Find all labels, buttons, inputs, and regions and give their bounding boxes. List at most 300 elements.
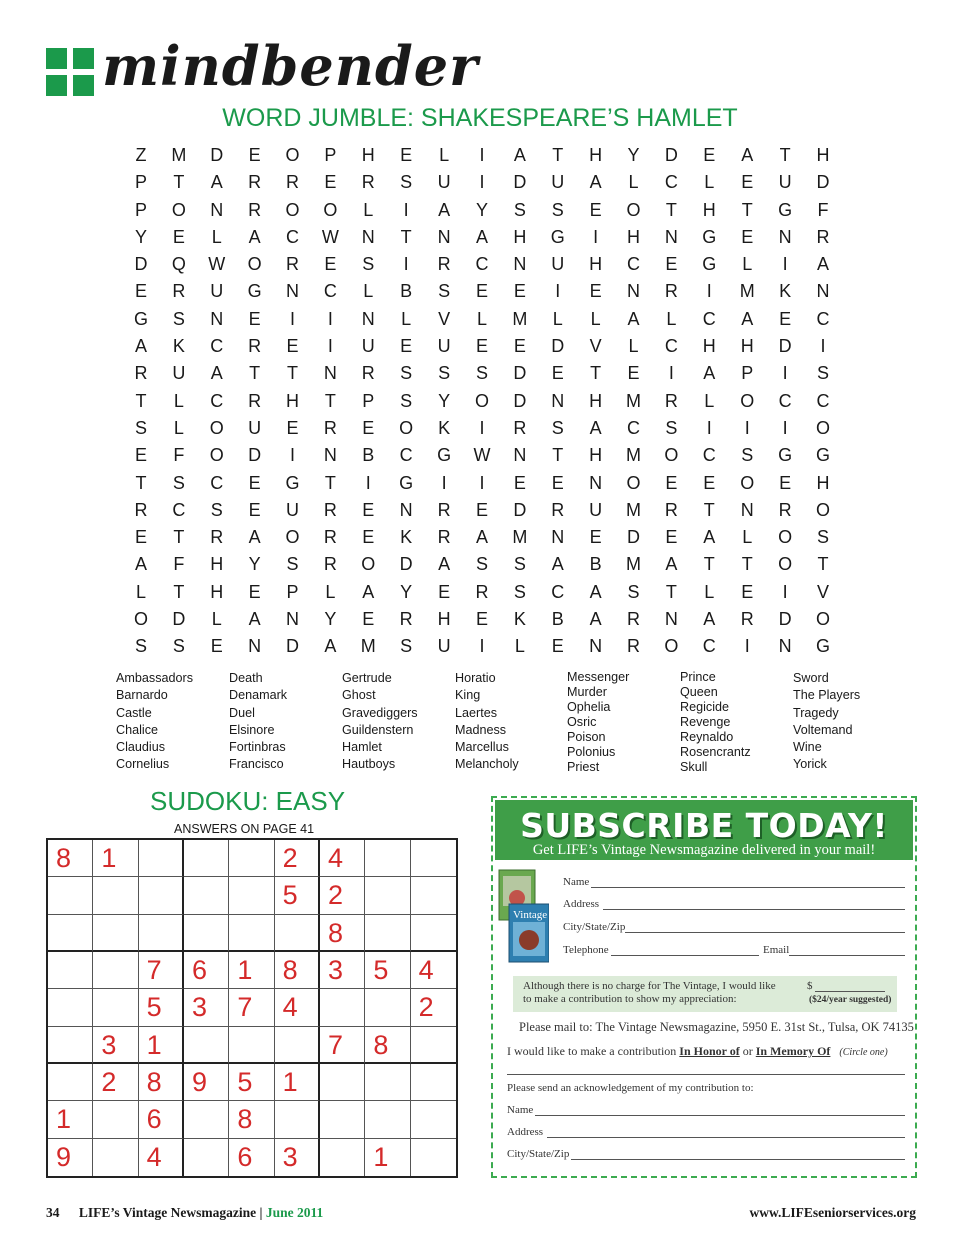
word-grid-letter: A [438,199,451,220]
word-list-item: Regicide [680,700,730,714]
word-grid-letter: P [324,145,337,165]
word-grid-letter: E [362,609,375,630]
word-grid-letter: L [173,417,184,438]
sudoku-cell[interactable] [411,1027,456,1064]
word-grid-letter: K [513,609,526,630]
sudoku-cell[interactable] [48,915,93,952]
word-grid-letter: A [589,417,602,438]
word-grid-letter: V [589,336,602,357]
word-grid-letter: L [704,172,715,193]
sudoku-cell[interactable] [365,877,410,914]
ack-address-label: Address [507,1126,544,1138]
word-grid-letter: R [172,281,186,302]
word-grid-letter: G [702,254,717,275]
word-grid-letter: G [399,472,414,493]
address-field[interactable] [603,909,905,910]
word-grid-letter: P [741,363,754,384]
email-label: Email [763,944,790,956]
sudoku-cell[interactable] [184,1139,229,1176]
word-grid-letter: I [403,254,409,275]
word-grid-letter: A [703,527,716,548]
sudoku-cell[interactable] [48,1064,93,1101]
word-grid-letter: R [134,363,148,384]
publication-name: LIFE’s Vintage Newsmagazine | [78,1205,263,1220]
word-grid-letter: H [210,554,224,575]
sudoku-cell[interactable] [365,840,410,877]
word-grid-letter: O [285,145,300,165]
word-grid-letter: W [208,254,226,275]
word-grid-letter: H [589,254,603,275]
sudoku-cell[interactable] [411,1139,456,1176]
name-field[interactable] [591,887,905,888]
word-grid-letter: L [363,281,374,302]
word-grid-letter: R [323,554,337,575]
word-grid-letter: L [742,527,753,548]
word-list-item: King [455,688,481,703]
word-grid-letter: I [327,308,333,329]
word-grid-letter: T [590,363,602,384]
word-grid-letter: I [593,226,599,247]
word-grid-letter: M [626,390,642,411]
word-grid-letter: U [248,417,262,438]
word-grid-letter: E [551,363,564,384]
sudoku-cell[interactable] [229,840,274,877]
word-list-item: Yorick [793,757,827,772]
word-grid-letter: W [473,445,491,466]
word-grid-letter: O [474,390,489,411]
magazine-covers-image [497,868,549,964]
word-grid-letter: O [399,417,414,438]
word-grid-letter: A [741,145,754,165]
word-grid-letter: T [324,390,336,411]
word-grid-letter: E [248,308,261,329]
word-grid-letter: T [741,554,753,575]
word-grid-letter: O [285,199,300,220]
word-grid-letter: T [173,172,185,193]
word-grid-letter: I [782,363,788,384]
word-grid-letter: R [323,499,337,520]
word-grid-letter: G [247,281,262,302]
word-grid-letter: E [286,417,299,438]
word-grid-letter: C [664,336,678,357]
word-grid-letter: U [210,281,224,302]
contribution-box [513,976,897,1012]
word-grid-letter: E [400,145,413,165]
word-grid-letter: T [173,581,185,602]
word-grid-letter: H [589,390,603,411]
sudoku-cell[interactable] [48,952,93,989]
sudoku-cell[interactable] [229,915,274,952]
word-grid-letter: U [172,363,186,384]
word-grid-letter: S [475,554,488,575]
word-grid-letter: N [286,609,299,630]
word-grid-letter: C [210,390,224,411]
sudoku-cell: 7 [139,952,184,989]
word-grid-letter: T [135,390,147,411]
footer-left [46,1205,323,1221]
sudoku-answers-note: ANSWERS ON PAGE 41 [174,822,315,836]
sudoku-cell[interactable] [365,989,410,1026]
sudoku-cell: 8 [139,1064,184,1101]
word-grid-letter: R [248,199,262,220]
sudoku-cell: 8 [320,915,365,952]
word-grid-letter: E [741,226,754,247]
word-grid-letter: I [290,445,296,466]
sudoku-cell[interactable] [275,1101,320,1138]
word-list-item: Reynaldo [680,730,734,744]
word-grid-letter: L [439,145,450,165]
word-grid-letter: L [552,308,563,329]
word-grid-letter: H [816,472,830,493]
word-list-item: Poison [567,730,606,744]
sudoku-cell[interactable] [365,1064,410,1101]
word-grid-letter: O [626,199,641,220]
sudoku-cell: 8 [229,1101,274,1138]
word-grid-letter: R [664,281,678,302]
word-grid-letter: P [134,172,147,193]
word-grid-letter: S [551,199,564,220]
word-grid-letter: E [589,527,602,548]
word-grid-letter: D [172,609,186,630]
word-grid-letter: O [664,636,679,657]
word-grid-letter: S [513,199,526,220]
word-grid-letter: R [134,499,148,520]
word-list-item: Skull [680,760,708,774]
word-grid-letter: T [817,554,829,575]
word-grid-letter: A [134,554,147,575]
sudoku-cell[interactable] [411,1064,456,1101]
word-grid-letter: A [362,581,375,602]
word-grid-letter: U [551,254,565,275]
word-grid-letter: O [740,390,755,411]
word-grid-letter: O [247,254,262,275]
acknowledgement-label: Please send an acknowledgement of my contribution to: [507,1082,754,1094]
sudoku-cell[interactable] [93,989,138,1026]
sudoku-cell[interactable] [93,877,138,914]
sudoku-cell: 3 [184,989,229,1026]
sudoku-cell[interactable] [184,1101,229,1138]
sudoku-cell: 5 [139,989,184,1026]
word-grid-letter: E [703,145,716,165]
word-grid-letter: N [437,226,451,247]
logo-icon [46,48,94,96]
word-grid-letter: S [172,472,185,493]
sudoku-cell: 8 [48,840,93,877]
word-grid-letter: O [626,472,641,493]
sudoku-cell[interactable] [184,1027,229,1064]
word-list-column [342,670,418,774]
word-grid-letter: S [286,554,299,575]
word-grid-letter: V [816,581,829,602]
word-grid-letter: H [589,145,603,165]
word-grid-letter: R [248,172,262,193]
word-grid-letter: F [173,445,185,466]
word-grid-letter: D [286,636,299,657]
word-grid-letter: U [437,336,451,357]
word-grid-letter: E [134,445,147,466]
word-list-item: Melancholy [455,757,519,772]
sudoku-cell: 6 [229,1139,274,1176]
word-list-item: Laertes [455,705,498,720]
city-field[interactable] [625,932,905,933]
word-grid-letter: A [551,554,564,575]
word-grid-letter: D [399,554,413,575]
word-grid-letter: A [513,145,526,165]
word-grid-letter: A [475,527,488,548]
telephone-field[interactable] [611,955,759,956]
word-grid-letter: D [513,390,527,411]
word-grid-letter: U [437,636,451,657]
sudoku-cell[interactable] [184,915,229,952]
word-list-item: Gravediggers [342,705,418,720]
word-grid-letter: C [702,636,716,657]
word-grid-letter: L [325,581,336,602]
word-grid-letter: G [702,226,717,247]
word-grid-letter: M [626,554,642,575]
sudoku-cell[interactable] [365,1101,410,1138]
word-grid-letter: S [513,581,526,602]
word-list-item: Castle [116,705,152,720]
word-grid-letter: C [286,226,299,247]
word-grid-letter: R [513,417,527,438]
sudoku-cell: 1 [275,1064,320,1101]
word-grid-letter: D [210,145,224,165]
word-grid-letter: L [363,199,374,220]
word-grid-letter: M [360,636,376,657]
word-grid-letter: E [210,636,223,657]
word-grid-letter: D [778,336,792,357]
sudoku-cell: 2 [411,989,456,1026]
word-grid-letter: S [665,417,678,438]
in-honor-of-option[interactable]: In Honor of [679,1044,740,1058]
word-list-item: Queen [680,685,718,699]
word-grid-letter: E [248,581,261,602]
sudoku-cell[interactable] [48,1027,93,1064]
ack-address-field[interactable] [547,1137,905,1138]
word-grid-letter: I [744,417,750,438]
word-grid-letter: D [627,527,641,548]
word-list-column [455,670,519,774]
word-grid-row [122,224,842,251]
word-grid-letter: E [324,172,337,193]
word-grid-letter: F [173,554,185,575]
word-grid-letter: E [627,363,640,384]
sudoku-cell[interactable] [184,877,229,914]
sudoku-cell: 8 [365,1027,410,1064]
word-list-item: Murder [567,685,607,699]
word-list-item: Priest [567,760,600,774]
word-grid-row [122,551,842,578]
word-list-item: Cornelius [116,757,170,772]
email-field[interactable] [789,955,905,956]
word-grid-letter: I [441,472,447,493]
word-grid-letter: G [133,308,148,329]
word-grid-letter: E [551,472,564,493]
word-grid-letter: N [778,226,792,247]
word-grid-letter: D [513,172,527,193]
word-grid-letter: L [590,308,601,329]
sudoku-cell[interactable] [320,989,365,1026]
name-label: Name [563,876,590,888]
word-grid-letter: L [211,226,222,247]
word-list-item: Polonius [567,745,616,759]
word-grid-letter: R [361,172,375,193]
word-grid-letter: B [400,281,413,302]
sudoku-cell[interactable] [93,1139,138,1176]
word-grid-letter: S [400,363,413,384]
word-grid-letter: E [400,336,413,357]
sudoku-cell: 2 [275,840,320,877]
sudoku-cell[interactable] [320,1101,365,1138]
word-grid-letter: H [702,199,716,220]
word-grid-letter: H [286,390,299,411]
word-grid-letter: R [740,609,754,630]
sudoku-cell[interactable] [48,989,93,1026]
telephone-label: Telephone [563,944,609,956]
word-grid-letter: E [134,281,147,302]
sudoku-cell[interactable] [365,915,410,952]
word-grid-letter: T [665,199,677,220]
word-grid-letter: U [361,336,375,357]
word-grid-letter: I [365,472,371,493]
word-grid-letter: C [475,254,489,275]
word-grid-letter: U [551,172,565,193]
word-grid-letter: R [627,609,641,630]
honor-prefix: I would like to make a contribution [507,1044,677,1058]
word-grid-letter: C [702,308,716,329]
sudoku-cell[interactable] [93,915,138,952]
word-grid-row [122,360,842,387]
word-grid-letter: C [816,390,830,411]
sudoku-cell[interactable] [411,915,456,952]
sudoku-cell[interactable] [411,877,456,914]
sudoku-cell[interactable] [229,877,274,914]
word-grid-letter: N [513,254,527,275]
word-grid-letter: R [248,390,262,411]
sudoku-cell[interactable] [48,877,93,914]
word-grid-letter: T [779,145,791,165]
word-list-item: Prince [680,670,716,684]
word-grid-letter: C [323,281,337,302]
sudoku-cell[interactable] [139,840,184,877]
word-grid-letter: S [816,363,829,384]
word-grid-letter: N [210,199,224,220]
word-grid-letter: T [703,554,715,575]
word-grid-row [122,197,842,224]
word-grid-letter: N [551,527,565,548]
word-grid-letter: N [210,308,224,329]
dollar-sign: $ [807,980,813,992]
word-grid-letter: H [627,226,641,247]
sudoku-cell: 2 [93,1064,138,1101]
word-list-item: Horatio [455,671,496,685]
honoree-field[interactable] [507,1074,905,1075]
word-grid-letter: T [552,145,564,165]
sudoku-cell[interactable] [229,1027,274,1064]
word-list-item: Madness [455,722,507,737]
sudoku-cell[interactable] [93,952,138,989]
word-grid-letter: E [475,336,488,357]
word-grid-letter: A [134,336,147,357]
word-grid-letter: U [778,172,792,193]
word-jumble-title: WORD JUMBLE: SHAKESPEARE’S HAMLET [222,104,738,132]
word-grid-letter: C [627,417,641,438]
sudoku-cell[interactable] [139,877,184,914]
sudoku-cell: 7 [320,1027,365,1064]
word-grid-row [122,169,842,196]
sudoku-cell[interactable] [320,1139,365,1176]
word-grid-letter: H [210,581,224,602]
sudoku-cell[interactable] [411,840,456,877]
word-grid-letter: C [702,445,716,466]
sudoku-cell[interactable] [275,915,320,952]
word-grid-letter: R [551,499,565,520]
word-grid-letter: C [172,499,186,520]
word-grid-letter: I [327,336,333,357]
word-grid-letter: S [172,636,185,657]
word-grid-letter: V [438,308,451,329]
subscribe-banner [495,800,913,860]
word-list-item: The Players [793,688,861,703]
sudoku-cell[interactable] [93,1101,138,1138]
ack-name-field[interactable] [535,1115,905,1116]
ack-city-field[interactable] [571,1159,905,1160]
word-grid-letter: E [589,199,602,220]
word-grid-letter: I [403,199,409,220]
sudoku-cell[interactable] [184,840,229,877]
word-grid-letter: T [741,199,753,220]
website-url[interactable]: www.LIFEseniorservices.org [749,1205,916,1220]
word-grid-letter: E [513,472,526,493]
word-grid-letter: I [668,363,674,384]
sudoku-cell: 2 [320,877,365,914]
word-grid-letter: A [703,609,716,630]
in-memory-of-option[interactable]: In Memory Of [755,1044,831,1058]
sudoku-cell[interactable] [411,1101,456,1138]
word-list-item: Francisco [229,757,284,772]
word-grid-letter: O [815,499,830,520]
word-grid-letter: M [171,145,187,165]
word-grid-letter: Y [134,226,147,247]
sudoku-cell: 3 [275,1139,320,1176]
word-list-column [680,670,751,775]
word-grid-letter: T [173,527,185,548]
word-grid-letter: E [248,145,261,165]
word-grid-letter: O [361,554,376,575]
word-grid-letter: E [779,472,792,493]
word-grid-letter: N [286,281,299,302]
contribution-amount-field[interactable] [815,991,885,992]
word-grid-letter: R [816,226,830,247]
word-grid-letter: E [248,499,261,520]
sudoku-cell[interactable] [320,1064,365,1101]
word-grid-letter: S [400,390,413,411]
word-grid-letter: N [399,499,413,520]
word-list-item: Messenger [567,670,630,684]
word-grid-letter: O [815,417,830,438]
word-grid-letter: R [778,499,792,520]
word-grid-letter: R [286,172,299,193]
word-grid-letter: B [362,445,375,466]
word-grid-letter: R [361,363,375,384]
subscribe-form [491,796,917,1178]
word-grid-letter: I [782,581,788,602]
word-grid-letter: L [742,254,753,275]
word-grid-letter: N [627,281,641,302]
sudoku-cell[interactable] [139,915,184,952]
sudoku-cell[interactable] [275,1027,320,1064]
contribution-text-1: Although there is no charge for The Vintage, I would like [523,980,776,992]
